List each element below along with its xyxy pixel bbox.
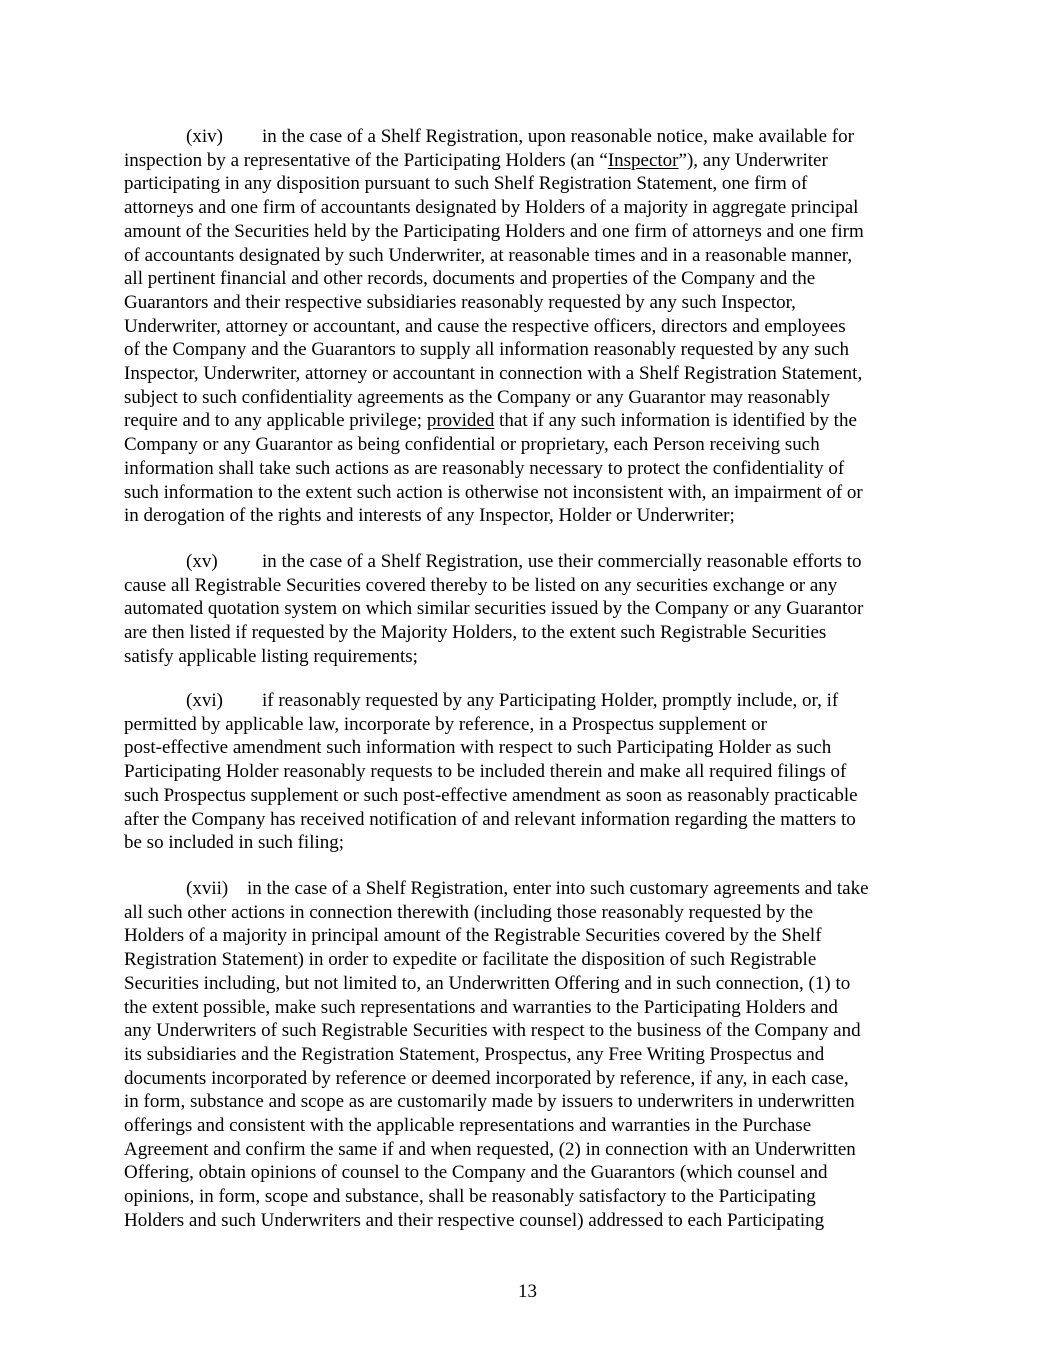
- paragraph-line: inspection by a representative of the Participating Holders (an “Inspector”), any Underwriter: [124, 149, 828, 171]
- paragraph-number: (xiv): [186, 126, 223, 147]
- paragraph-line: be so included in such filing;: [124, 832, 345, 854]
- page-number: 13: [518, 1281, 537, 1302]
- paragraph-number: (xv): [186, 551, 218, 572]
- paragraph-line: Securities including, but not limited to, an Underwritten Offering and in such connection, (1) to: [124, 972, 851, 994]
- paragraph-line: such Prospectus supplement or such post-effective amendment as soon as reasonably practicable: [124, 784, 858, 806]
- paragraph-line: cause all Registrable Securities covered thereby to be listed on any securities exchange or any: [124, 574, 838, 596]
- paragraph-line: (xvi) if reasonably requested by any Participating Holder, promptly include, or, if: [186, 690, 839, 711]
- paragraph-number: (xvii): [186, 878, 229, 899]
- paragraph-line: Company or any Guarantor as being confidential or proprietary, each Person receiving such: [124, 434, 820, 456]
- paragraph-line: Participating Holder reasonably requests to be included therein and make all required filings of: [124, 761, 847, 783]
- paragraph-line: Agreement and confirm the same if and when requested, (2) in connection with an Underwritten: [124, 1138, 856, 1160]
- paragraph-line: post-effective amendment such information with respect to such Participating Holder as such: [124, 737, 832, 759]
- paragraph-line: attorneys and one firm of accountants designated by Holders of a majority in aggregate principal: [124, 197, 859, 219]
- paragraph-xvii: [124, 877, 934, 1233]
- paragraph-line: (xv) in the case of a Shelf Registration, use their commercially reasonable efforts to: [186, 551, 862, 572]
- paragraph-xiv: [124, 125, 934, 528]
- paragraph-line: of the Company and the Guarantors to supply all information reasonably requested by any such: [124, 339, 849, 361]
- paragraph-line: Offering, obtain opinions of counsel to the Company and the Guarantors (which counsel and: [124, 1162, 828, 1184]
- paragraph-line: all pertinent financial and other records, documents and properties of the Company and the: [124, 268, 816, 290]
- defined-term-inspector: Inspector: [607, 149, 679, 171]
- paragraph-number: (xvi): [186, 690, 223, 711]
- paragraph-line: Underwriter, attorney or accountant, and cause the respective officers, directors and employees: [124, 315, 846, 337]
- paragraph-line: Registration Statement) in order to expedite or facilitate the disposition of such Registrable: [124, 949, 817, 971]
- paragraph-line: all such other actions in connection therewith (including those reasonably requested by the: [124, 901, 814, 923]
- paragraph-line: Guarantors and their respective subsidiaries reasonably requested by any such Inspector,: [124, 291, 796, 313]
- paragraph-xv: [124, 550, 934, 669]
- paragraph-line: subject to such confidentiality agreements as the Company or any Guarantor may reasonably: [124, 386, 830, 408]
- paragraph-line: such information to the extent such action is otherwise not inconsistent with, an impairment of or: [124, 481, 863, 503]
- term-provided: provided: [426, 410, 495, 432]
- paragraph-line: require and to any applicable privilege; provided that if any such information is identified by the: [124, 410, 857, 432]
- paragraph-line: information shall take such actions as are reasonably necessary to protect the confidentiality of: [124, 457, 845, 479]
- paragraph-line: permitted by applicable law, incorporate by reference, in a Prospectus supplement or: [124, 713, 767, 735]
- paragraph-line: after the Company has received notification of and relevant information regarding the matters to: [124, 808, 856, 830]
- paragraph-line: amount of the Securities held by the Participating Holders and one firm of attorneys and one firm: [124, 220, 864, 242]
- paragraph-line: (xvii) in the case of a Shelf Registration, enter into such customary agreements and take: [186, 878, 869, 899]
- paragraph-line: in derogation of the rights and interests of any Inspector, Holder or Underwriter;: [124, 505, 735, 527]
- paragraph-line: satisfy applicable listing requirements;: [124, 645, 418, 667]
- paragraph-line: participating in any disposition pursuant to such Shelf Registration Statement, one firm of: [124, 173, 808, 195]
- paragraph-line: Holders of a majority in principal amount of the Registrable Securities covered by the Shelf: [124, 925, 822, 947]
- paragraph-line: in form, substance and scope as are customarily made by issuers to underwriters in underwritten: [124, 1091, 855, 1113]
- paragraph-line: the extent possible, make such representations and warranties to the Participating Holders and: [124, 996, 838, 1018]
- paragraph-line: Holders and such Underwriters and their respective counsel) addressed to each Participating: [124, 1209, 825, 1231]
- paragraph-line: documents incorporated by reference or deemed incorporated by reference, if any, in each case,: [124, 1067, 849, 1089]
- paragraph-line: automated quotation system on which similar securities issued by the Company or any Guarantor: [124, 598, 864, 620]
- paragraph-line: its subsidiaries and the Registration Statement, Prospectus, any Free Writing Prospectus and: [124, 1043, 825, 1065]
- paragraph-line: of accountants designated by such Underwriter, at reasonable times and in a reasonable manner,: [124, 244, 853, 266]
- paragraph-line: Inspector, Underwriter, attorney or accountant in connection with a Shelf Registration Statement,: [124, 363, 863, 385]
- paragraph-line: offerings and consistent with the applicable representations and warranties in the Purchase: [124, 1115, 812, 1137]
- paragraph-line: any Underwriters of such Registrable Securities with respect to the business of the Company and: [124, 1020, 861, 1042]
- paragraph-line: (xiv) in the case of a Shelf Registration, upon reasonable notice, make available for: [186, 126, 854, 147]
- paragraph-line: opinions, in form, scope and substance, shall be reasonably satisfactory to the Participating: [124, 1186, 816, 1208]
- paragraph-xvi: [124, 689, 934, 855]
- paragraph-line: are then listed if requested by the Majority Holders, to the extent such Registrable Securities: [124, 622, 827, 644]
